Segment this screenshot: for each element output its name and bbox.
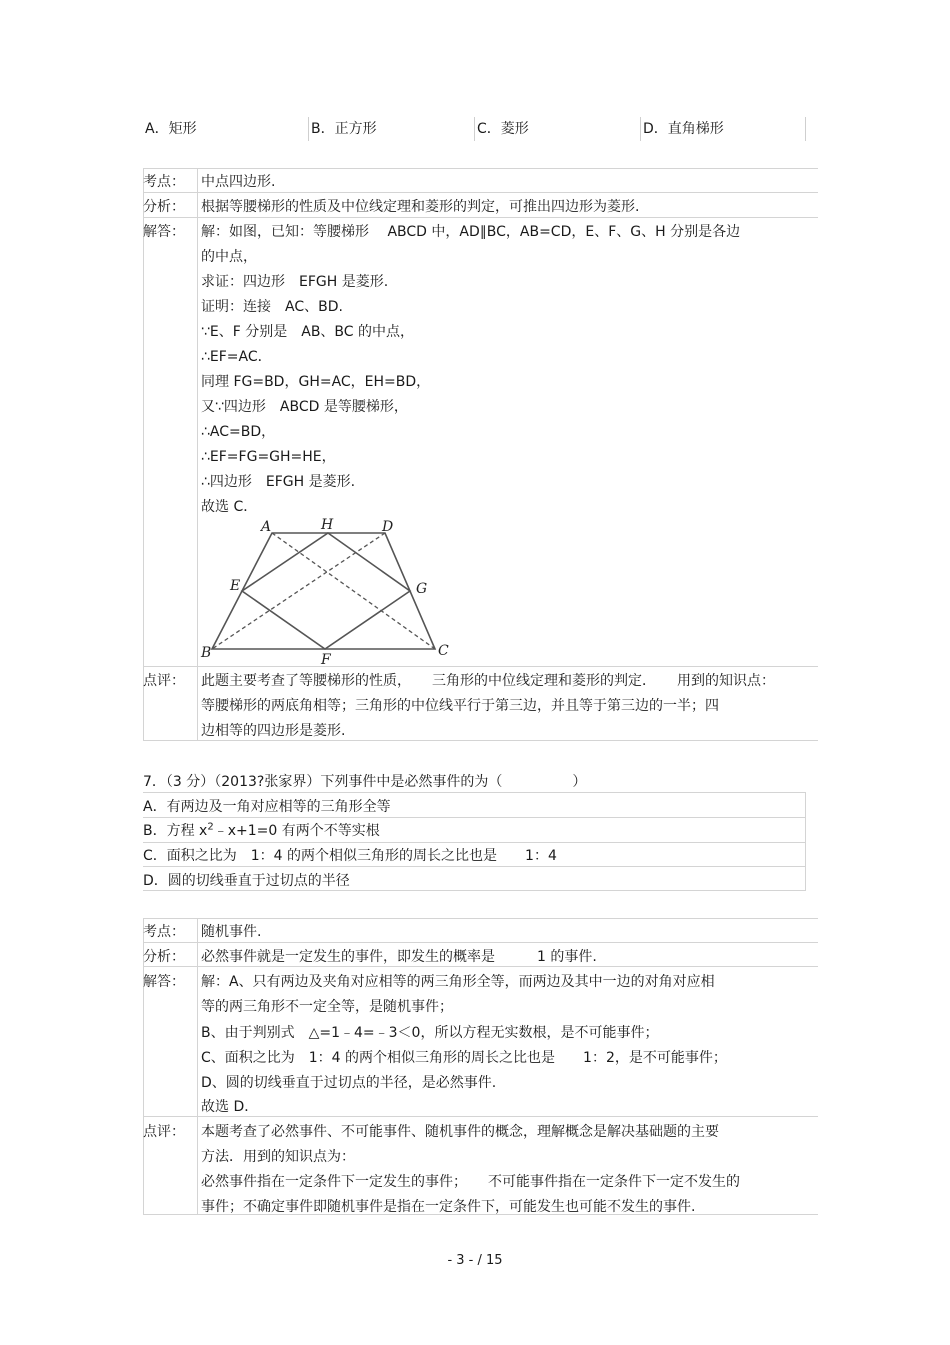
q6-dianping-line: 此题主要考查了等腰梯形的性质， 三角形的中位线定理和菱形的判定． 用到的知识点： xyxy=(201,673,775,689)
q7-stem: 7．（3 分）（2013?张家界）下列事件中是必然事件的为（ ） xyxy=(143,774,587,790)
rhombus-efgh xyxy=(242,533,410,649)
divider xyxy=(143,168,144,740)
option-key: B． xyxy=(311,121,335,137)
q6-fenxi-label: 分析： xyxy=(143,199,185,215)
label-b: B xyxy=(201,645,212,661)
divider xyxy=(143,942,818,943)
q6-jieda-line: ∴AC=BD， xyxy=(201,424,276,440)
option-text: 直角梯形 xyxy=(667,121,724,137)
q7-dianping-line: 必然事件指在一定条件下一定发生的事件； 不可能事件指在一定条件下一定不发生的 xyxy=(201,1174,740,1190)
q7-jieda-label: 解答： xyxy=(143,974,185,990)
label-g: G xyxy=(416,581,428,597)
divider xyxy=(143,792,806,793)
divider xyxy=(143,966,818,967)
q6-jieda-line: ∴EF=FG=GH=HE， xyxy=(201,449,336,465)
q7-fenxi-label: 分析： xyxy=(143,949,185,965)
q6-dianping-line: 等腰梯形的两底角相等；三角形的中位线平行于第三边，并且等于第三边的一半；四 xyxy=(201,698,719,714)
option-key: D． xyxy=(643,121,668,137)
q7-fenxi-text: 必然事件就是一定发生的事件，即发生的概率是 1 的事件. xyxy=(201,949,597,965)
q7-jieda-line: 等的两三角形不一定全等，是随机事件； xyxy=(201,999,453,1015)
q7-jieda-line: 解：A、只有两边及夹角对应相等的两三角形全等，而两边及其中一边的对角对应相 xyxy=(201,974,715,990)
page-number: - 3 - / 15 xyxy=(447,1253,503,1268)
q7-jieda-line: 故选 D． xyxy=(201,1099,259,1115)
divider xyxy=(143,666,818,667)
q6-option-c xyxy=(474,117,641,141)
option-b-post: ﹣x+1=0 有两个不等实根 xyxy=(213,823,380,839)
divider xyxy=(197,918,198,1214)
option-text: 矩形 xyxy=(168,121,197,137)
label-e: E xyxy=(230,578,241,594)
q6-option-b xyxy=(308,117,475,141)
q7-dianping-line: 本题考查了必然事件、不可能事件、随机事件的概念，理解概念是解决基础题的主要 xyxy=(201,1124,719,1140)
q7-option-d: D．圆的切线垂直于过切点的半径 xyxy=(143,873,350,889)
label-a: A xyxy=(261,519,272,535)
q6-fenxi-text: 根据等腰梯形的性质及中位线定理和菱形的判定，可推出四边形为菱形. xyxy=(201,199,640,215)
q6-dianping-line: 边相等的四边形是菱形. xyxy=(201,723,346,739)
q7-option-a: A．有两边及一角对应相等的三角形全等 xyxy=(143,799,391,815)
q6-jieda-line: 的中点， xyxy=(201,249,257,265)
q6-option-d xyxy=(640,117,807,141)
q7-jieda-line: B、由于判别式 △=1﹣4=﹣3＜0，所以方程无实数根，是不可能事件； xyxy=(201,1025,659,1041)
q6-jieda-line: 故选 C． xyxy=(201,499,258,515)
q7-jieda-line: C、面积之比为 1：4 的两个相似三角形的周长之比也是 1：2，是不可能事件； xyxy=(201,1050,727,1066)
option-text: 菱形 xyxy=(500,121,529,137)
option-text: 正方形 xyxy=(334,121,377,137)
divider xyxy=(143,842,806,843)
divider xyxy=(143,192,818,193)
divider xyxy=(143,168,818,169)
divider xyxy=(143,866,806,867)
option-b-exponent: 2 xyxy=(207,821,214,833)
q6-dianping-label: 点评： xyxy=(143,673,185,689)
label-h: H xyxy=(321,517,334,533)
q7-option-c: C．面积之比为 1：4 的两个相似三角形的周长之比也是 1：4 xyxy=(143,848,557,864)
q6-option-a xyxy=(143,117,309,141)
option-key: C． xyxy=(477,121,501,137)
label-f: F xyxy=(321,652,331,665)
trapezoid-abcd xyxy=(212,533,435,649)
divider xyxy=(143,217,818,218)
divider xyxy=(143,1116,818,1117)
q6-kaodian-label: 考点： xyxy=(143,174,185,190)
divider xyxy=(143,890,806,891)
q7-dianping-label: 点评： xyxy=(143,1124,185,1140)
q6-kaodian-text: 中点四边形. xyxy=(201,174,276,190)
q7-kaodian-label: 考点： xyxy=(143,924,185,940)
q6-jieda-label: 解答： xyxy=(143,224,185,240)
q6-jieda-line: ∵E、F 分别是 AB、BC 的中点， xyxy=(201,324,415,340)
q6-jieda-line: ∴四边形 EFGH 是菱形. xyxy=(201,474,356,490)
q6-jieda-line: 又∵四边形 ABCD 是等腰梯形， xyxy=(201,399,408,415)
q7-dianping-line: 事件；不确定事件即随机事件是指在一定条件下，可能发生也可能不发生的事件. xyxy=(201,1199,696,1215)
trapezoid-figure xyxy=(195,515,460,665)
option-key: A． xyxy=(145,121,169,137)
q6-jieda-line: 解：如图，已知：等腰梯形 ABCD 中，AD∥BC，AB=CD，E、F、G、H 分别是各边 xyxy=(201,224,741,240)
divider xyxy=(143,740,818,741)
q6-jieda-line: 证明：连接 AC、BD. xyxy=(201,299,343,315)
label-d: D xyxy=(382,519,394,535)
divider xyxy=(143,817,806,818)
q6-jieda-line: 求证：四边形 EFGH 是菱形. xyxy=(201,274,389,290)
q7-kaodian-text: 随机事件. xyxy=(201,924,262,940)
q6-jieda-line: 同理 FG=BD，GH=AC，EH=BD， xyxy=(201,374,431,390)
label-c: C xyxy=(438,643,449,659)
option-b-pre: B．方程 x xyxy=(143,823,208,839)
q7-jieda-line: D、圆的切线垂直于过切点的半径，是必然事件. xyxy=(201,1075,497,1091)
divider xyxy=(143,918,818,919)
q7-option-b xyxy=(143,820,380,840)
q6-options-row xyxy=(143,117,806,141)
q7-dianping-line: 方法．用到的知识点为： xyxy=(201,1149,355,1165)
q6-jieda-line: ∴EF=AC． xyxy=(201,349,272,365)
divider xyxy=(805,792,806,891)
